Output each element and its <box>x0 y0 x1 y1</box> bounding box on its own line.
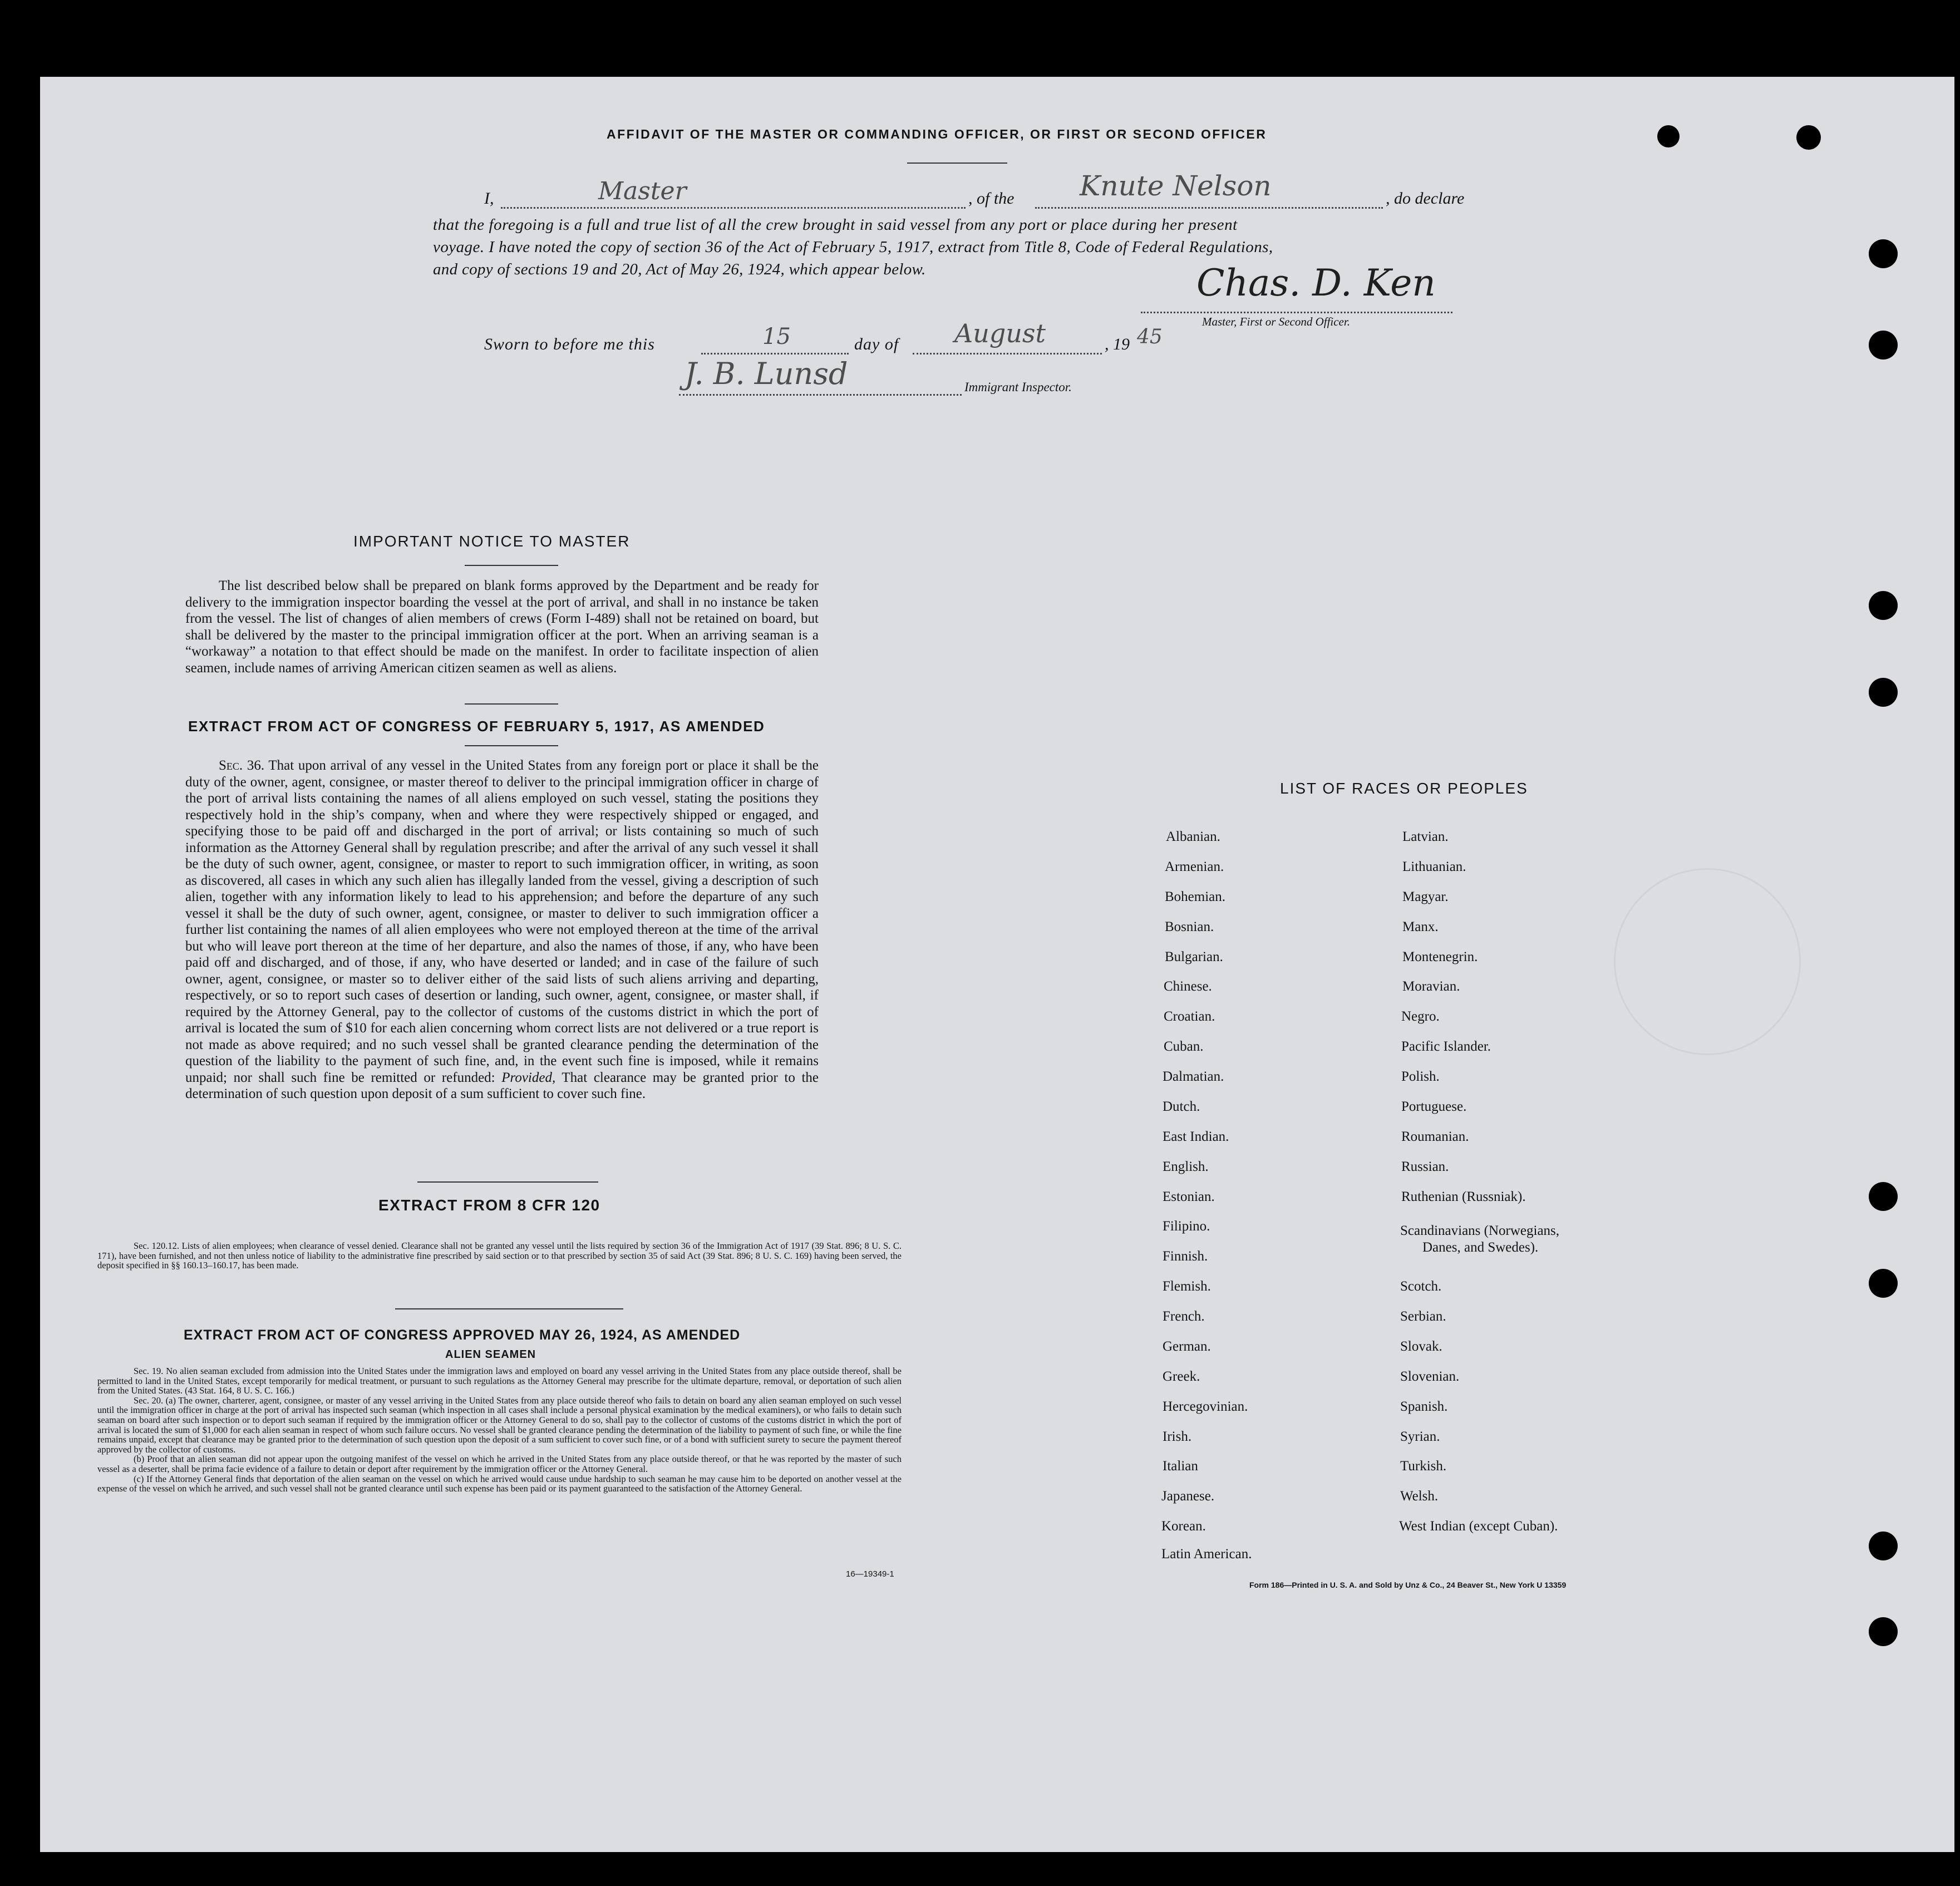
divider <box>907 162 1007 164</box>
race-item: Turkish. <box>1400 1459 1447 1474</box>
signature-caption: Master, First or Second Officer. <box>1202 315 1350 328</box>
race-item: Latin American. <box>1161 1547 1252 1562</box>
cfr-title: EXTRACT FROM 8 CFR 120 <box>378 1196 600 1214</box>
master-signature: Chas. D. Ken <box>1196 262 1436 304</box>
race-item: Magyar. <box>1402 889 1449 904</box>
race-item: East Indian. <box>1163 1129 1229 1144</box>
cfr-text: Sec. 120.12. Lists of alien employees; when clearance of vessel denied. Clearance shall not be granted any vessel until the lists required by section 36 of the Immigration Act of 1917 (39 Stat. 896; 8 U. S. C. 171), have been furnished, and not then unless notice of liability to the administrative fine prescribed by said section or to that prescribed by section 35 of said Act (39 Stat. 896; 8 U. S. C. 169) having been served, the deposit specified in §§ 160.13–160.17, has been made. <box>97 1240 902 1271</box>
divider <box>417 1181 598 1183</box>
race-item: Slovak. <box>1400 1339 1442 1354</box>
affidavit-line-2: that the foregoing is a full and true list of all the crew brought in said vessel from any port or place during her present <box>433 216 1238 234</box>
race-item: Negro. <box>1401 1009 1440 1024</box>
extract-1917-title: EXTRACT FROM ACT OF CONGRESS OF FEBRUARY 5, 1917, AS AMENDED <box>188 718 765 735</box>
affidavit-line-4: and copy of sections 19 and 20, Act of May 26, 1924, which appear below. <box>433 260 926 278</box>
affidavit-i-label: I, <box>484 189 494 208</box>
vessel-line <box>1035 207 1383 209</box>
inspector-signature: J. B. Lunsd <box>684 356 848 391</box>
race-item: Armenian. <box>1165 859 1224 874</box>
race-item: Slovenian. <box>1400 1369 1460 1384</box>
punch-hole <box>1869 1617 1898 1646</box>
day-line <box>701 353 849 354</box>
affidavit-line-3: voyage. I have noted the copy of section 36 of the Act of February 5, 1917, extract from Title 8, Code of Federal Regulations, <box>433 238 1273 256</box>
race-item: Scandinavians (Norwegians, <box>1400 1223 1560 1238</box>
race-item: Portuguese. <box>1401 1099 1467 1114</box>
master-name-handwritten: Master <box>598 177 687 205</box>
race-item: Spanish. <box>1400 1399 1448 1414</box>
race-item: Finnish. <box>1163 1249 1208 1264</box>
sec-20c-text: (c) If the Attorney General finds that deportation of the alien seaman on the vessel on which he arrived would cause undue hardship to such seaman he may cause him to be deported on another vessel at the expense of the vessel on which he arrived, and such vessel shall not be granted clearance until such expense has been paid or its payment guaranteed to the satisfaction of the Attorney General. <box>97 1473 902 1494</box>
race-item: Bosnian. <box>1165 919 1214 934</box>
race-item: Korean. <box>1161 1519 1206 1534</box>
punch-hole <box>1869 591 1898 620</box>
race-item: Hercegovinian. <box>1163 1399 1248 1414</box>
race-item: Welsh. <box>1400 1489 1439 1504</box>
sworn-label: Sworn to before me this <box>484 335 655 353</box>
race-item: Albanian. <box>1166 829 1220 844</box>
name-line <box>501 207 966 209</box>
race-item: Irish. <box>1163 1429 1192 1444</box>
sec-20b-text: (b) Proof that an alien seaman did not appear upon the outgoing manifest of the vessel on which he arrived in the United States from any place outside thereof, or that he was reported by the master of such vessel as a deserter, shall be prima facie evidence of a failure to detain or deport after requirement by the immigration officer or the Attorney General. <box>97 1454 902 1474</box>
race-item: Greek. <box>1163 1369 1200 1384</box>
divider <box>465 745 558 746</box>
sec-19-text: Sec. 19. No alien seaman excluded from admission into the United States under the immigration laws and employed on board any vessel arriving in the United States from any place outside thereof, shall be permitted to land in the United States, except temporarily for medical treatment, or pursuant to such regulations as the Attorney General may prescribe for the ultimate departure, removal, or deportation of such alien from the United States. (43 Stat. 164, 8 U. S. C. 166.) <box>97 1366 902 1396</box>
affidavit-title: AFFIDAVIT OF THE MASTER OR COMMANDING OFFICER, OR FIRST OR SECOND OFFICER <box>607 127 1267 141</box>
inspector-caption: Immigrant Inspector. <box>964 380 1072 394</box>
sec-20a-text: Sec. 20. (a) The owner, charterer, agent, consignee, or master of any vessel arriving in the United States from any place outside thereof who fails to detain on board any alien seaman employed on such vessel until the immigration officer in charge at the port of arrival has inspected such seaman (which inspection in all cases shall include a personal physical examination by the medical examiners), or who fails to detain such seaman on board after such inspection or to deport such seaman if required by the immigration officer or the Attorney General to do so, shall pay to the collector of customs of the customs district in which the port of arrival is located the sum of $1,000 for each alien seaman in respect of whom such failure occurs. No vessel shall be granted clearance pending the determination of the liability to payment of such fine, or while the fine remains unpaid, except that clearance may be granted prior to the determination of such question upon the deposit of a sum sufficient to cover such fine, or of a bond with sufficient surety to secure the payment thereof approved by the collector of customs. <box>97 1395 902 1455</box>
race-item: Japanese. <box>1161 1489 1215 1504</box>
race-item: Filipino. <box>1163 1219 1210 1234</box>
race-item: Polish. <box>1401 1069 1440 1084</box>
extract-1924-title: EXTRACT FROM ACT OF CONGRESS APPROVED MAY 26, 1924, AS AMENDED <box>184 1327 741 1343</box>
punch-hole <box>1869 331 1898 360</box>
alien-seamen-subtitle: ALIEN SEAMEN <box>445 1348 536 1361</box>
race-item: Flemish. <box>1163 1279 1211 1294</box>
race-item: English. <box>1163 1159 1209 1174</box>
punch-hole <box>1869 1269 1898 1298</box>
race-item: Bulgarian. <box>1165 949 1223 964</box>
race-item: Dalmatian. <box>1163 1069 1224 1084</box>
punch-hole <box>1796 125 1821 150</box>
punch-hole <box>1869 1532 1898 1560</box>
extract-1924-sections <box>97 1366 902 1494</box>
race-item: Estonian. <box>1163 1189 1215 1204</box>
race-item: West Indian (except Cuban). <box>1399 1519 1558 1534</box>
divider <box>465 565 558 566</box>
race-item: Italian <box>1163 1459 1198 1474</box>
affidavit-declare-label: , do declare <box>1386 189 1465 208</box>
signature-line <box>1141 312 1452 313</box>
divider <box>395 1308 623 1309</box>
day-handwritten: 15 <box>762 324 791 349</box>
year-prefix: , 19 <box>1105 335 1130 353</box>
vessel-name-handwritten: Knute Nelson <box>1080 170 1272 202</box>
race-item: Scotch. <box>1400 1279 1442 1294</box>
divider <box>465 703 558 705</box>
form-printer-note: Form 186—Printed in U. S. A. and Sold by Unz & Co., 24 Beaver St., New York U 13359 <box>1249 1580 1567 1589</box>
race-item: Syrian. <box>1400 1429 1440 1444</box>
month-handwritten: August <box>954 318 1046 348</box>
race-item: Roumanian. <box>1401 1129 1469 1144</box>
notice-title: IMPORTANT NOTICE TO MASTER <box>353 533 631 550</box>
race-item: French. <box>1163 1309 1205 1324</box>
provided-label: Provided, <box>501 1070 556 1085</box>
race-item: Danes, and Swedes). <box>1422 1240 1539 1255</box>
race-item: Latvian. <box>1402 829 1449 844</box>
notice-text: The list described below shall be prepared on blank forms approved by the Department and be ready for delivery to the immigration inspector boarding the vessel at the port of arrival, and shall in no instance be taken from the vessel. The list of changes of alien members of crews (Form I-489) shall not be retained on board, but shall be delivered by the master to the principal immigration officer at the port. When an arriving seaman is a “workaway” a notation to that effect should be made on the manifest. In order to facilitate inspection of alien seamen, include names of arriving American citizen seamen as well as aliens. <box>185 578 819 676</box>
races-title: LIST OF RACES OR PEOPLES <box>1280 780 1528 797</box>
sec-36-text <box>185 757 819 1102</box>
race-item: Dutch. <box>1163 1099 1200 1114</box>
sec-36-end: That clearance may be granted prior to the determination of such question upon deposit of a sum sufficient to cover such fine. <box>185 1070 819 1101</box>
race-item: Pacific Islander. <box>1401 1039 1491 1054</box>
race-item: Montenegrin. <box>1402 949 1478 964</box>
race-item: Moravian. <box>1402 979 1460 994</box>
inspector-line <box>679 394 962 396</box>
race-item: Chinese. <box>1164 979 1212 994</box>
race-item: German. <box>1163 1339 1211 1354</box>
race-item: Serbian. <box>1400 1309 1446 1324</box>
month-line <box>913 353 1102 354</box>
race-item: Russian. <box>1401 1159 1449 1174</box>
punch-hole <box>1869 1182 1898 1211</box>
race-item: Manx. <box>1402 919 1439 934</box>
punch-hole <box>1657 125 1680 147</box>
race-item: Bohemian. <box>1165 889 1226 904</box>
affidavit-of-the-label: , of the <box>968 189 1015 208</box>
race-item: Cuban. <box>1164 1039 1204 1054</box>
sec-36-body: That upon arrival of any vessel in the United States from any foreign port or place it shall be the duty of the owner, agent, consignee, or master thereof to deliver to the principal immigration officer in charge of the port of arrival lists containing the names of all aliens employed on such vessel, stating the positions they respectively hold in the ship’s company, when and where they were respectively shipped or engaged, and specifying those to be paid off and discharged in the port of arrival; or lists containing so much of such information as the Attorney General shall by regulation prescribe; and after the arrival of any such vessel it shall be the duty of such owner, agent, consignee, or master to report to such immigration officer, in writing, as soon as discovered, all cases in which any such alien has illegally landed from the vessel, giving a description of such alien, together with any information likely to lead to his apprehension; and before the departure of any such vessel it shall be the duty of such owner, agent, consignee, or master to deliver to such immigration officer a further list containing the names of all alien employees who were not employed thereon at the time of the arrival but who will leave port thereon at the time of her departure, and also the names of those, if any, who have been paid off and discharged, and of those, if any, who have deserted or landed; and in case of the failure of such owner, agent, consignee, or master so to deliver either of the said lists of such aliens arriving and departing, respectively, or so to report such cases of desertion or landing, such owner, agent, consignee, or master shall, if required by the Attorney General, pay to the collector of customs of the customs district in which the port of arrival is located the sum of $10 for each alien concerning whom correct lists are not delivered or a true report is not made as above required; and no such vessel shall be granted clearance pending the determination of the question of the liability to the payment of such fine, and, in the event such fine is imposed, while it remains unpaid; nor shall such fine be remitted or refunded: <box>185 758 819 1085</box>
sec-36-label: Sec. 36. <box>219 758 265 773</box>
race-item: Croatian. <box>1164 1009 1215 1024</box>
race-item: Ruthenian (Russniak). <box>1401 1189 1526 1204</box>
punch-hole <box>1869 239 1898 268</box>
punch-hole <box>1869 678 1898 707</box>
embossed-seal <box>1614 868 1801 1055</box>
day-of-label: day of <box>854 335 899 353</box>
year-handwritten: 45 <box>1137 326 1163 348</box>
form-code: 16—19349-1 <box>846 1569 894 1579</box>
race-item: Lithuanian. <box>1402 859 1466 874</box>
